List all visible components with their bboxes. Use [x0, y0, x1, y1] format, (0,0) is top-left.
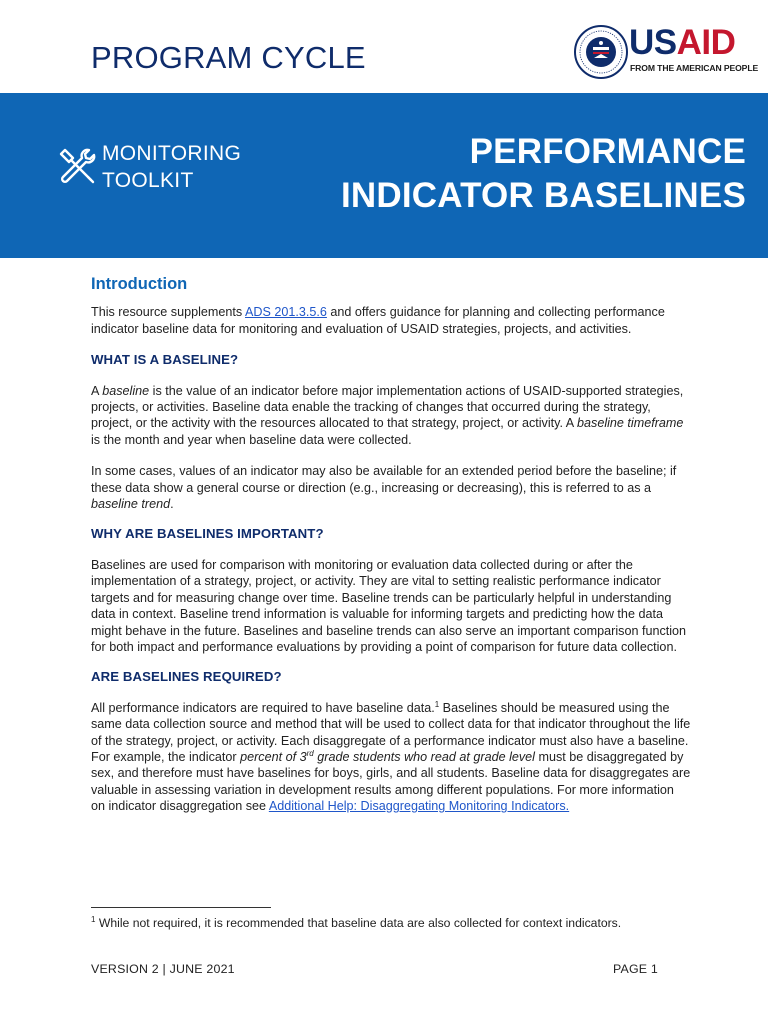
toolkit-line-1: MONITORING [102, 142, 242, 165]
footnote-ref: 1 [434, 699, 440, 709]
what-p1-c: is the month and year when baseline data were collected. [91, 432, 412, 447]
required-heading: ARE BASELINES REQUIRED? [91, 669, 282, 685]
intro-heading: Introduction [91, 275, 188, 293]
document-title [341, 130, 746, 218]
footnote-text: While not required, it is recommended that baseline data are also collected for context indicators. [95, 916, 622, 930]
footer-page-number: PAGE 1 [612, 962, 658, 976]
usaid-seal-icon [574, 25, 628, 79]
what-heading: WHAT IS A BASELINE? [91, 352, 239, 368]
required-text-c: must be disaggregated by sex, and therefore must have baselines for boys, girls, and all students. Baseline data for disaggregates are valuable in assessing variation in development results among different populations. For more information on indicator disaggregation see [91, 749, 691, 814]
what-p2-b: . [170, 497, 174, 512]
usaid-logo [574, 23, 759, 83]
footnote-number: 1 [91, 914, 96, 924]
footnote-divider [91, 907, 271, 908]
what-p1-em2: baseline timeframe [577, 416, 684, 431]
tools-icon [55, 144, 97, 186]
why-paragraph: Baselines are used for comparison with monitoring or evaluation data collected during or after the implementation of a strategy, project, or activity. They are vital to setting realistic performance indicator targets and for measuring change over time. Baseline trends can be particularly helpful in understanding data in context. Baseline trend information is valuable for informing targets and predicting how the data might behave in the future. Baselines and baseline trends can also serve an important comparison function for both impact and performance evaluations by providing a point of comparison for future data collection. [91, 557, 687, 654]
toolkit-name [102, 140, 241, 194]
logo-tagline: FROM THE AMERICAN PEOPLE [630, 63, 759, 73]
what-p1-em1: baseline [102, 383, 150, 398]
required-em-1: percent of 3 [240, 749, 307, 764]
what-p2-em: baseline trend [91, 497, 171, 512]
document-title-line-1: PERFORMANCE [469, 132, 746, 171]
why-heading: WHY ARE BASELINES IMPORTANT? [91, 526, 324, 542]
intro-text-1: This resource supplements [91, 305, 245, 320]
what-paragraph-2 [91, 463, 691, 512]
what-p1-b: is the value of an indicator before major implementation actions of USAID-supported strategies, projects, or activities. Baseline data enable the tracking of changes that occurred during the strategy, project, or the activity with the resources allocated to that strategy, project, or activity. A [91, 383, 684, 431]
required-em-sup: rd [306, 748, 314, 758]
required-paragraph [91, 700, 691, 815]
what-paragraph-1 [91, 383, 691, 449]
program-cycle-title: PROGRAM CYCLE [91, 40, 366, 75]
wordmark-us: US [629, 23, 677, 62]
what-p1-a: A [91, 383, 103, 398]
usaid-wordmark [629, 23, 735, 63]
required-text-a: All performance indicators are required to have baseline data. [91, 700, 435, 715]
required-text-b: Baselines should be measured using the same data collection source and method that will be used to collect data for that indicator throughout the life of the strategy, project, or activity. Each disaggregate of a performance indicator must also have a baseline. For example, the indicator [91, 700, 691, 764]
intro-text-2: and offers guidance for planning and collecting performance indicator baseline data for monitoring and evaluation of USAID strategies, projects, and activities. [91, 305, 665, 336]
document-title-line-2: INDICATOR BASELINES [340, 176, 746, 215]
intro-paragraph [91, 304, 691, 337]
what-p2-a: In some cases, values of an indicator may also be available for an extended period before the baseline; if these data show a general course or direction (e.g., increasing or decreasing), this is referred to as a [91, 464, 677, 495]
document-body [91, 274, 691, 830]
wordmark-aid: AID [676, 23, 736, 62]
ads-link[interactable]: ADS 201.3.5.6 [245, 305, 327, 320]
toolkit-line-2: TOOLKIT [102, 169, 194, 192]
required-em-2: grade students who read at grade level [313, 749, 535, 764]
disaggregating-link[interactable]: Additional Help: Disaggregating Monitoring Indicators. [268, 799, 570, 814]
footer-version: VERSION 2 | JUNE 2021 [91, 962, 235, 976]
footnote [91, 916, 621, 930]
